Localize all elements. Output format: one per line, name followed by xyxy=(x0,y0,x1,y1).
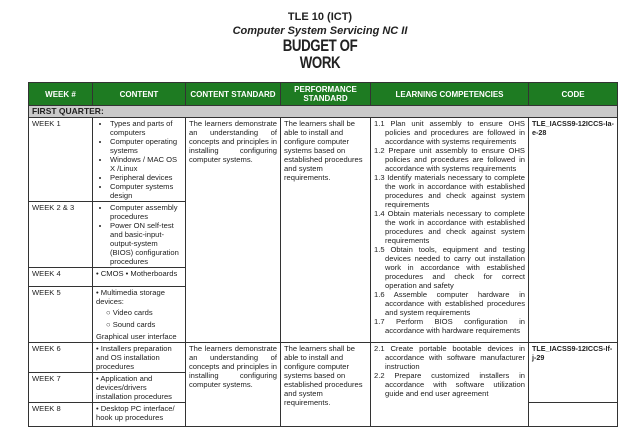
header-row xyxy=(29,83,618,106)
sub-item: ○ Sound cards xyxy=(106,320,156,329)
week-label: WEEK 7 xyxy=(29,373,93,403)
list-item: • Computer assembly procedures xyxy=(110,203,182,221)
list-item: • Power ON self-test and basic-input-output-system (BIOS) configuration procedures xyxy=(110,221,182,266)
content-cell: • Desktop PC interface/ hook up procedures xyxy=(93,403,186,427)
title-line: WORK xyxy=(299,53,341,72)
content-cell xyxy=(93,287,186,343)
content-standard: The learners demonstrate an understanding of concepts and principles in installing configuring computer systems. xyxy=(186,343,281,427)
week-label: WEEK 6 xyxy=(29,343,93,373)
quarter-label: FIRST QUARTER: xyxy=(29,106,618,118)
competency: 1.7 Perform BIOS configuration in accordance with hardware requirements xyxy=(374,317,525,335)
week-label: WEEK 5 xyxy=(29,287,93,343)
code-empty xyxy=(529,403,618,427)
content-standard: The learners demonstrate an understanding of concepts and principles in installing configuring computer systems. xyxy=(186,118,281,343)
budget-table xyxy=(28,82,618,427)
col-week: WEEK # xyxy=(29,83,93,106)
content-text: Graphical user interface xyxy=(96,332,177,341)
week-label: WEEK 4 xyxy=(29,268,93,287)
col-code: CODE xyxy=(529,83,618,106)
col-performance-standard: PERFORMANCE STANDARD xyxy=(281,83,371,106)
content-cell: • Application and devices/drivers installation procedures xyxy=(93,373,186,403)
list-item: • Computer systems design xyxy=(110,182,182,200)
competency: 1.5 Obtain tools, equipment and testing devices needed to carry out installation work in accordance with established procedures and check for correct operation and safety xyxy=(374,245,525,290)
list-item: • Types and parts of computers xyxy=(110,119,182,137)
content-text: • Multimedia storage devices: xyxy=(96,288,165,306)
content-cell xyxy=(93,202,186,268)
col-learning-competencies: LEARNING COMPETENCIES xyxy=(371,83,529,106)
competency: 1.1 Plan unit assembly to ensure OHS policies and procedures are followed in accordance with systems requirements xyxy=(374,119,525,146)
sub-item: ○ Video cards xyxy=(106,308,153,317)
week-label: WEEK 8 xyxy=(29,403,93,427)
quarter-row xyxy=(29,106,618,118)
code: TLE_IACSS9-12ICCS-Ia-e-28 xyxy=(529,118,618,343)
competency: 2.2 Prepare customized installers in accordance with software utilization guide and end user agreement xyxy=(374,371,525,398)
competency: 1.4 Obtain materials necessary to complete the work in accordance with established procedures and check against system requirements xyxy=(374,209,525,245)
week-label: WEEK 1 xyxy=(29,118,93,202)
competency: 1.6 Assemble computer hardware in accordance with established procedures and system requirements xyxy=(374,290,525,317)
content-cell: • Installers preparation and OS installation procedures xyxy=(93,343,186,373)
performance-standard: The learners shall be able to install and configure computer systems based on established procedures and system requirements. xyxy=(281,118,371,343)
title-line: BUDGET OF xyxy=(282,36,358,55)
performance-standard: The learners shall be able to install and configure computer systems based on established procedures and system requirements. xyxy=(281,343,371,427)
title-course: Computer System Servicing NC II xyxy=(232,25,408,37)
learning-competencies xyxy=(371,118,529,343)
learning-competencies xyxy=(371,343,529,427)
table-row xyxy=(29,343,618,373)
title-subject: TLE 10 (ICT) xyxy=(287,11,353,23)
content-cell xyxy=(93,118,186,202)
col-content: CONTENT xyxy=(93,83,186,106)
code: TLE_IACSS9-12ICCS-If-j-29 xyxy=(529,343,618,403)
content-cell: • CMOS • Motherboards xyxy=(93,268,186,287)
table-row xyxy=(29,118,618,202)
title-budget xyxy=(70,37,569,71)
competency: 1.2 Prepare unit assembly to ensure OHS policies and procedures are followed in accordance with systems requirements xyxy=(374,146,525,173)
list-item: • Windows / MAC OS X /Linux xyxy=(110,155,182,173)
competency: 1.3 Identify materials necessary to complete the work in accordance with established procedures and check against system requirements xyxy=(374,173,525,209)
competency: 2.1 Create portable bootable devices in accordance with software manufacturer instruction xyxy=(374,344,525,371)
week-label: WEEK 2 & 3 xyxy=(29,202,93,268)
list-item: • Peripheral devices xyxy=(110,173,182,182)
list-item: • Computer operating systems xyxy=(110,137,182,155)
col-content-standard: CONTENT STANDARD xyxy=(186,83,281,106)
